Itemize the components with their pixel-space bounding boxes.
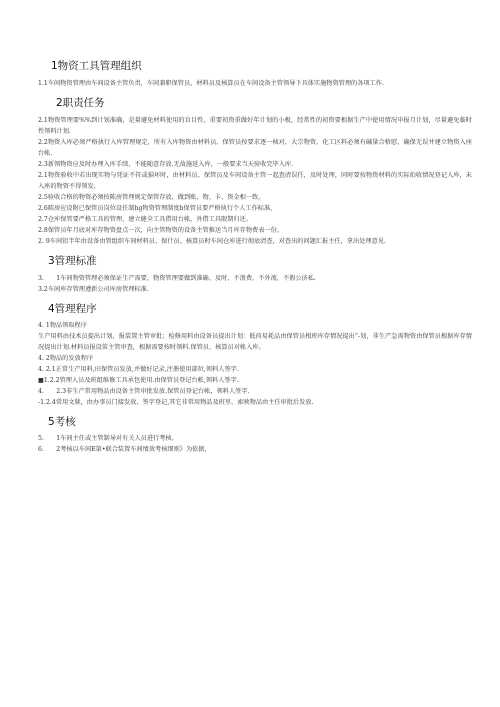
paragraph: 2.6陈房应设附已保管员岗位设任制hg物资管理制度h保管员要严格执行个人工作标准， (38, 205, 277, 212)
paragraph: 1.1车间物资管理由车间设备主管负责，车间兼职保管员、材料员及核算员在车间设备主管领导下具体实施物资管理的各项工作. (38, 80, 384, 87)
paragraph: 2.7仓库保管要严格工具的管理，建立健全工具借用台帐，外借工具限期归还。 (38, 216, 253, 223)
paragraph: 2.1物资验收中若出现实物与凭证不符或損坏时，由材料员、保管员及车间设备主管一起查清误任，及时处理，同时要按物资材料的实际拍收情况登记入库，未入座的物资不得领发， (38, 172, 472, 190)
section-heading: 5考核 (48, 416, 76, 428)
section-responsibilities (38, 95, 472, 247)
section-standards (38, 253, 472, 295)
section-procedures (38, 301, 472, 408)
document-body (38, 58, 472, 461)
section-heading: 3管理标准 (48, 255, 97, 267)
paragraph: 2.5验收合格的物资必须按陈房管理规定保管存放，做到账、物、卡、资金相一致。 (38, 194, 265, 201)
paragraph: 3.2车间库存管理遵新公司库房管理标准. (38, 286, 149, 293)
paragraph: 2.1物资管理要%%到计划准确，是量避免材料使用的盲目性，重要初资重做好年计划的小极，经常性的初资要根据生产中使用情况申报月计划，尽量避免临时性领料计划. (38, 117, 472, 135)
paragraph: 4. 2物品的发放程序 (38, 355, 94, 362)
paragraph: 2.8保管员年月底对库存物资盘点一次，向主管物资的设备主管推送当月库存物费表一份。 (38, 227, 283, 234)
paragraph: 4. 2.1正常生产用料,田保管员发放,并做好记录,注册使用部位,领料人签字. (38, 366, 239, 373)
paragraph: ■1.2.2管理人员及班组维修工具承包使用.由保管员登记台帐,领料人签字. (38, 377, 239, 384)
paragraph: 4. 2.3非生产常用物品由设备主管审批发放.保管员登记台帐，领料人签字. (38, 388, 250, 395)
paragraph: 5. 1车间主任或主管制导对有关人员进行考核。 (38, 435, 178, 442)
paragraph: -1.2.4常用文牍，由办事员门接发放，签字登记,其它非常用物品及班里、索映物品由主任审批后发放. (38, 399, 314, 406)
paragraph: 3. 1车间物资管理必须保证生产需要，物资管理要做到准确、及时、不浪费、不外流、不假公济私. (38, 275, 316, 282)
paragraph: 4. 1物品领取程序 (38, 322, 87, 329)
section-heading: 4管理程序 (48, 303, 97, 315)
section-organization (38, 58, 472, 89)
paragraph: 2. 9车间铝半年由设备由管组织车间材料员、保什员、核算员时车间仓库进行彻底清查，对查出的问题汇报主任，拿出处理意见. (38, 238, 386, 245)
section-assessment (38, 414, 472, 455)
paragraph: 生产用料由技术员提出计划，报装置主管审批；检修用料由设备员提出计划：低荷易耗品由保管员根班库存情况提出“-划，非生产急需物资由保管员根据库存情况提出计划.材料员报设笛主管审查，根据需要按时领料.保管员、核算员对帐入库。 (38, 333, 472, 351)
section-heading: 2职责任务 (56, 97, 105, 109)
paragraph: 6. 2考核以车间E第•联合装置车间绩效考核细则》为依据， (38, 446, 211, 453)
section-heading: 1物资工具管理组织 (51, 60, 142, 72)
paragraph: 2.2物资入库必须严格执行入库管理规定，所有入库物资由材料员、保管员按要求逐一核对，大宗物资、化工区料必须有碱量合格慰，确保无误并建立物资入座台帐. (38, 139, 472, 157)
paragraph: 2.3新领物资应及时办理入库手续，不能随意存放.无故施延入库，一般要求当天验收完毕入库. (38, 161, 294, 168)
